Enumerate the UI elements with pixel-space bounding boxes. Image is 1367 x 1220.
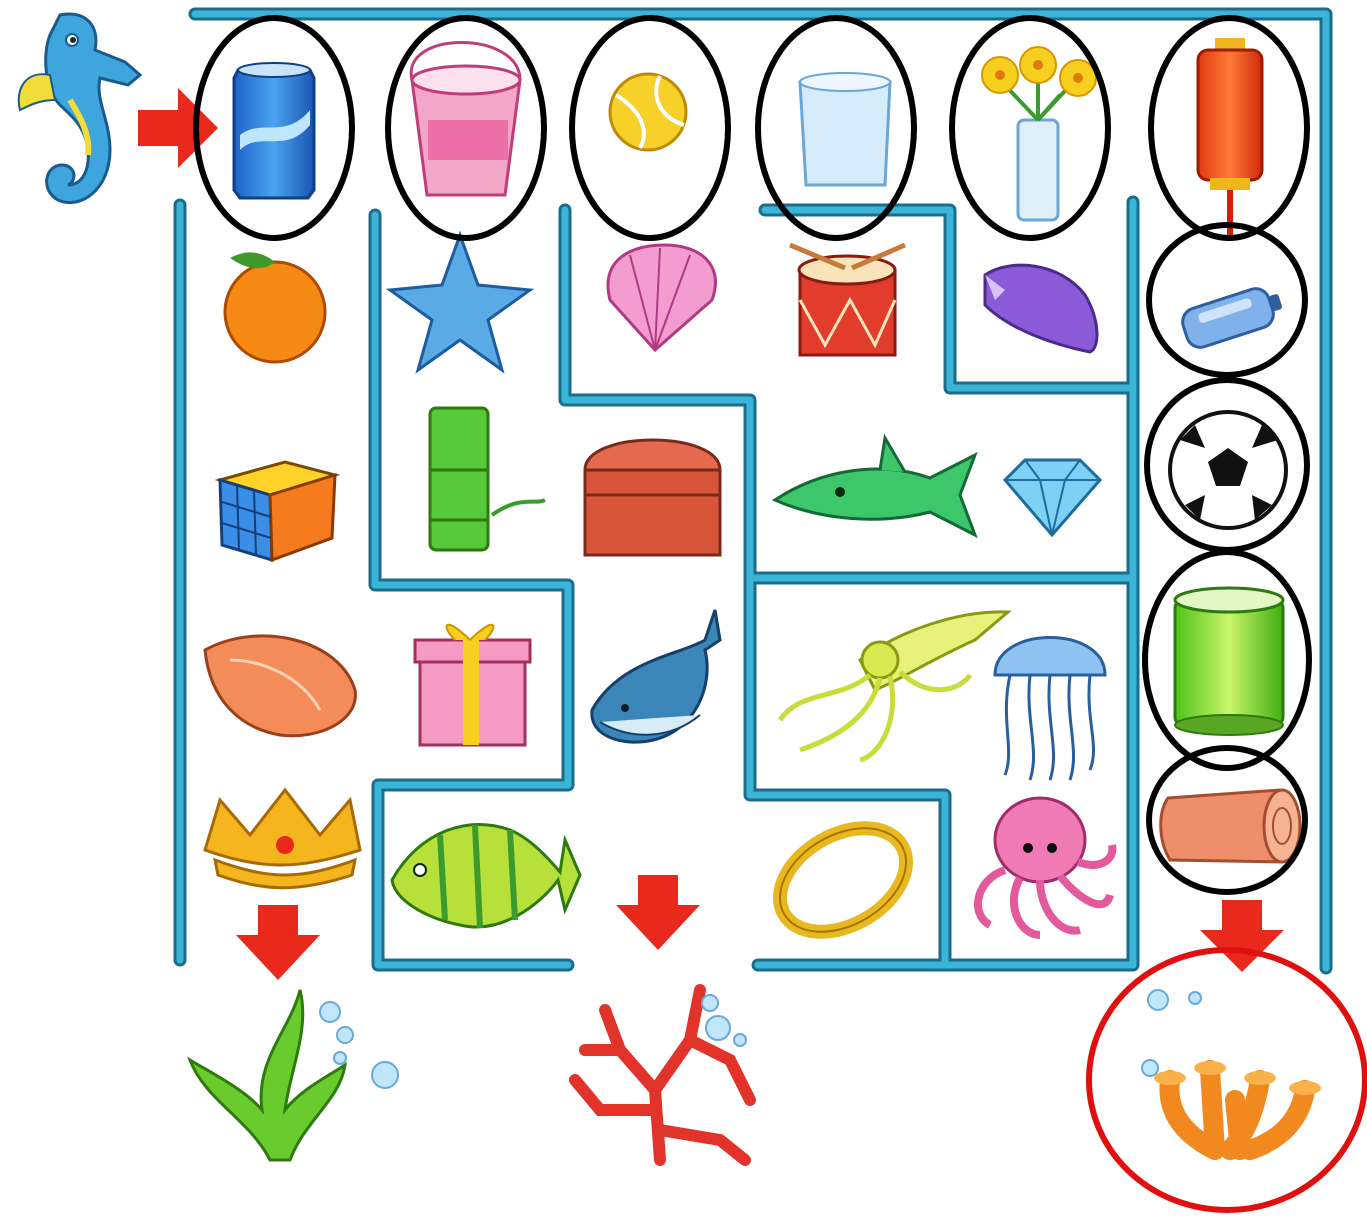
gift-box-icon [415,625,530,745]
octopus-icon [978,798,1112,935]
spiral-shell-icon [205,636,355,736]
striped-fish-icon [392,824,580,928]
start-arrow-icon [138,88,218,168]
soccer-ball-icon [1170,412,1286,528]
seahorse-icon [19,14,140,203]
drink-can-icon [234,63,314,198]
treasure-chest-icon [585,440,720,555]
paint-bucket-icon [411,43,520,196]
rubiks-cube-icon [220,462,335,560]
answer-circle [1089,950,1365,1210]
wood-log-icon [1161,790,1300,862]
crown-icon [205,790,360,888]
squid-icon [780,612,1008,760]
flower-vase-icon [982,47,1096,220]
whale-icon [592,610,720,742]
swordfish-icon [775,438,975,535]
down-arrow-icon [616,875,700,950]
starfish-icon [390,235,530,370]
battery-icon [1179,282,1286,351]
gold-ring-icon [762,807,925,953]
orange-coral-icon [1142,990,1321,1150]
orange-icon [225,252,325,362]
tennis-ball-icon [610,74,686,150]
red-coral-icon [575,990,750,1160]
tin-can-icon [1175,588,1283,735]
seaweed-icon [190,990,398,1160]
down-arrow-icon [236,905,320,980]
red-lantern-icon [1198,38,1262,235]
jellyfish-icon [995,638,1105,781]
drum-icon [790,245,905,355]
diamond-icon [1005,460,1100,535]
scallop-shell-icon [608,245,715,350]
glass-cup-icon [800,73,890,185]
bamboo-icon [430,408,545,550]
conch-shell-icon [985,265,1097,352]
down-arrow-icon [1200,900,1284,972]
